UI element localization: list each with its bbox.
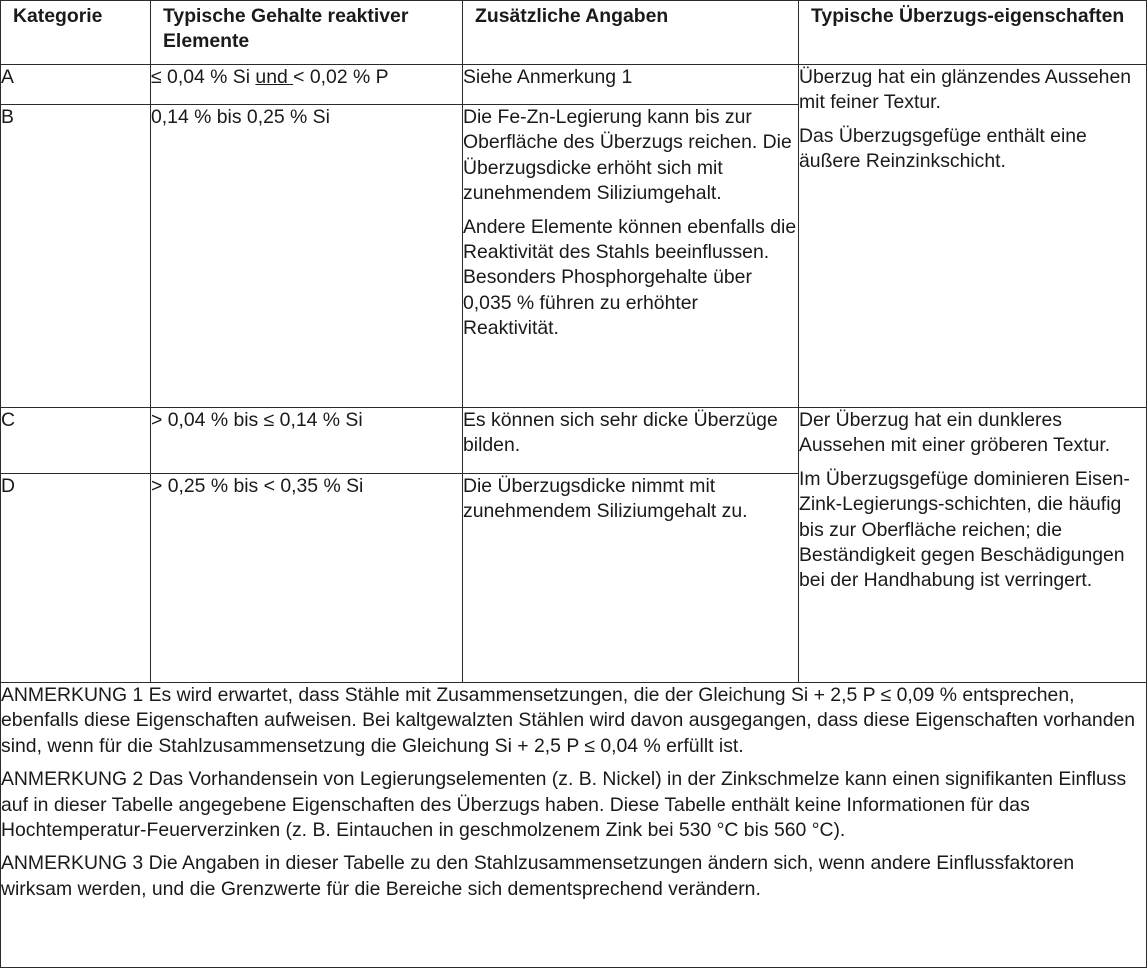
info-cell [463,474,799,683]
properties-paragraph: Überzug hat ein glänzendes Aussehen mit feiner Textur. [799,66,1132,114]
content-text: < 0,02 % P [293,66,389,88]
category-cell: D [1,474,151,683]
header-reactive-elements: Typische Gehalte reaktiver Elemente [151,1,463,65]
info-paragraph: Andere Elemente können ebenfalls die Reaktivität des Stahls beeinflussen. Besonders Phosphorgehalte über 0,035 % führen zu erhöhter Reaktivität. [463,215,797,340]
info-cell [463,105,799,408]
note-2: ANMERKUNG 2 Das Vorhandensein von Legierungselementen (z. B. Nickel) in der Zinkschmelze kann einen signifikanten Einfluss auf in dieser Tabelle angegebene Eigenschaften des Überzugs haben. Diese Tabelle enthält keine Informationen für das Hochtemperatur-Feuerverzinken (z. B. Eintauchen in geschmolzenem Zink bei 530 °C bis 560 °C). [1,768,1127,842]
table-row-a [1,65,1147,105]
content-cell [151,65,463,105]
content-cell: > 0,25 % bis < 0,35 % Si [151,474,463,683]
content-underlined-text: und [255,66,294,88]
properties-cell-cd [799,408,1147,683]
properties-cell-ab [799,65,1147,408]
properties-paragraph: Der Überzug hat ein dunkleres Aussehen mit einer gröberen Textur. [799,409,1111,457]
header-coating-properties: Typische Überzugs-eigenschaften [799,1,1147,65]
content-text: ≤ 0,04 % Si [151,66,256,88]
content-cell: > 0,04 % bis ≤ 0,14 % Si [151,408,463,474]
info-paragraph: Die Überzugsdicke nimmt mit zunehmendem Siliziumgehalt zu. [463,475,748,523]
table-header-row [1,1,1147,65]
table-row-c [1,408,1147,474]
info-cell [463,408,799,474]
header-additional-info: Zusätzliche Angaben [463,1,799,65]
note-1: ANMERKUNG 1 Es wird erwartet, dass Stähle mit Zusammensetzungen, die der Gleichung Si + 2,5 P ≤ 0,09 % entsprechen, ebenfalls diese Eigenschaften aufweisen. Bei kaltgewalzten Stählen wird davon ausgegangen, dass diese Eigenschaften vorhanden sind, wenn für die Stahlzusammensetzung die Gleichung Si + 2,5 P ≤ 0,04 % erfüllt ist. [1,684,1136,757]
notes-cell [1,683,1147,968]
notes-row [1,683,1147,968]
note-3: ANMERKUNG 3 Die Angaben in dieser Tabelle zu den Stahlzusammensetzungen ändern sich, wenn andere Einflussfaktoren wirksam werden, und die Grenzwerte für die Bereiche sich dementsprechend verändern. [1,852,1075,900]
properties-paragraph: Das Überzugsgefüge enthält eine äußere Reinzinkschicht. [799,124,1087,173]
info-cell [463,65,799,105]
header-kategorie: Kategorie [1,1,151,65]
category-cell: B [1,105,151,408]
properties-paragraph: Im Überzugsgefüge dominieren Eisen-Zink-Legierungs-schichten, die häufig bis zur Oberfläche reichen; die Beständigkeit gegen Beschädigungen bei der Handhabung ist verringert. [799,467,1130,592]
content-cell: 0,14 % bis 0,25 % Si [151,105,463,408]
info-paragraph: Die Fe-Zn-Legierung kann bis zur Oberfläche des Überzugs reichen. Die Überzugsdicke erhöht sich mit zunehmendem Siliziumgehalt. [463,106,792,205]
info-paragraph: Siehe Anmerkung 1 [463,66,633,88]
info-paragraph: Es können sich sehr dicke Überzüge bilden. [463,409,778,457]
category-cell: A [1,65,151,105]
category-cell: C [1,408,151,474]
